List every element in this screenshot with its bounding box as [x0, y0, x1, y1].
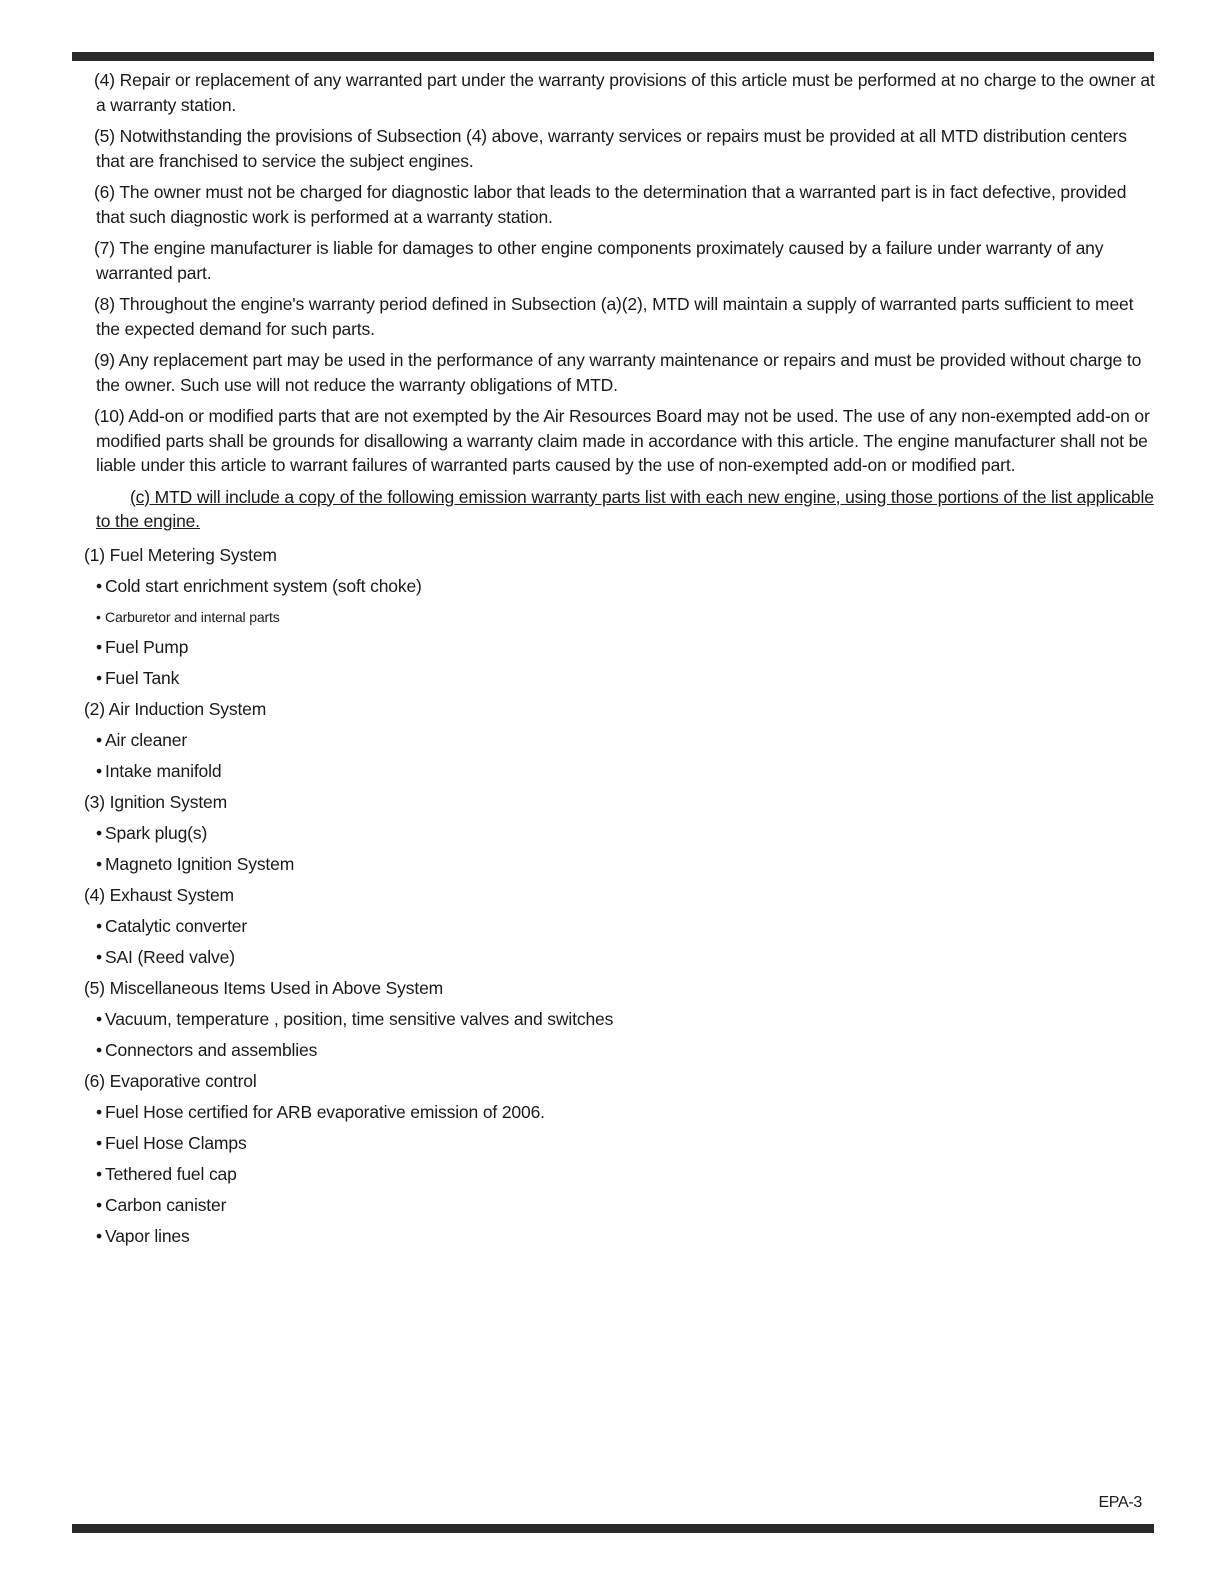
- list-item: [84, 602, 1156, 632]
- list-item-label: Vacuum, temperature , position, time sensitive valves and switches: [105, 1008, 614, 1029]
- list-item-label: Fuel Pump: [105, 636, 189, 657]
- paragraph-6: (6) The owner must not be charged for diagnostic labor that leads to the determination that a warranted part is in fact defective, provided that such diagnostic work is performed at a warranty station.: [94, 182, 1127, 227]
- bullet-icon: •: [96, 608, 101, 625]
- list-item-label: Cold start enrichment system (soft choke): [105, 575, 422, 596]
- list-item: [84, 1190, 1156, 1221]
- list-item-label: Fuel Tank: [105, 667, 180, 688]
- list-item-label: Vapor lines: [105, 1225, 190, 1246]
- bullet-icon: •: [96, 667, 102, 688]
- bullet-icon: •: [96, 915, 102, 936]
- list-item: [84, 1035, 1156, 1066]
- group-title: (3) Ignition System: [84, 791, 228, 812]
- list-item: [84, 632, 1156, 663]
- list-item: [84, 942, 1156, 973]
- bullet-icon: •: [96, 760, 102, 781]
- list-item-label: Carburetor and internal parts: [105, 608, 280, 625]
- list-item: [84, 818, 1156, 849]
- list-item: [84, 849, 1156, 880]
- paragraph-10: (10) Add-on or modified parts that are not exempted by the Air Resources Board may not be used. The use of any non-exempted add-on or modified parts shall be grounds for disallowing a warranty claim made in accordance with this article. The engine manufacturer shall not be liable under this article to warrant failures of warranted parts caused by the use of non-exempted add-on or modified part.: [94, 406, 1150, 475]
- list-item-label: Fuel Hose Clamps: [105, 1132, 247, 1153]
- bullet-icon: •: [96, 575, 102, 596]
- bullet-icon: •: [96, 946, 102, 967]
- parts-group-ignition: [84, 787, 1156, 880]
- group-title: (5) Miscellaneous Items Used in Above System: [84, 977, 444, 998]
- list-item-label: SAI (Reed valve): [105, 946, 235, 967]
- list-item-label: Spark plug(s): [105, 822, 208, 843]
- list-item-label: Fuel Hose certified for ARB evaporative emission of 2006.: [105, 1101, 545, 1122]
- list-item-label: Tethered fuel cap: [105, 1163, 237, 1184]
- bullet-icon: •: [96, 636, 102, 657]
- list-item-label: Carbon canister: [105, 1194, 227, 1215]
- list-item: [84, 725, 1156, 756]
- bullet-icon: •: [96, 1132, 102, 1153]
- parts-group-exhaust: [84, 880, 1156, 973]
- list-item: [84, 1004, 1156, 1035]
- paragraph-7: (7) The engine manufacturer is liable for damages to other engine components proximately caused by a failure under warranty of any warranted part.: [94, 238, 1104, 283]
- page-number: EPA-3: [1098, 1494, 1142, 1511]
- bullet-icon: •: [96, 822, 102, 843]
- parts-group-evaporative: [84, 1066, 1156, 1252]
- list-item: [84, 756, 1156, 787]
- paragraph-4: (4) Repair or replacement of any warranted part under the warranty provisions of this article must be performed at no charge to the owner at a warranty station.: [94, 70, 1155, 115]
- list-item-label: Air cleaner: [105, 729, 187, 750]
- list-item: [84, 911, 1156, 942]
- list-item-label: Connectors and assemblies: [105, 1039, 318, 1060]
- document-body: [84, 68, 1156, 1252]
- group-title: (6) Evaporative control: [84, 1070, 257, 1091]
- bullet-icon: •: [96, 853, 102, 874]
- bullet-icon: •: [96, 1101, 102, 1122]
- section-c-heading: (c) MTD will include a copy of the following emission warranty parts list with each new engine, using those portions of the list applicable to the engine.: [96, 486, 1154, 531]
- bullet-icon: •: [96, 1039, 102, 1060]
- parts-group-fuel-metering: [84, 540, 1156, 694]
- bullet-icon: •: [96, 1225, 102, 1246]
- bullet-icon: •: [96, 1194, 102, 1215]
- group-title: (2) Air Induction System: [84, 698, 267, 719]
- paragraph-5: (5) Notwithstanding the provisions of Subsection (4) above, warranty services or repairs must be provided at all MTD distribution centers that are franchised to service the subject engines.: [94, 126, 1127, 171]
- list-item: [84, 1128, 1156, 1159]
- group-title: (1) Fuel Metering System: [84, 544, 277, 565]
- group-title: (4) Exhaust System: [84, 884, 234, 905]
- list-item: [84, 1159, 1156, 1190]
- top-rule: [72, 52, 1154, 61]
- bullet-icon: •: [96, 729, 102, 750]
- list-item-label: Catalytic converter: [105, 915, 248, 936]
- list-item: [84, 1097, 1156, 1128]
- list-item: [84, 571, 1156, 602]
- list-item: [84, 663, 1156, 694]
- list-item-label: Magneto Ignition System: [105, 853, 295, 874]
- bullet-icon: •: [96, 1008, 102, 1029]
- list-item: [84, 1221, 1156, 1252]
- parts-group-miscellaneous: [84, 973, 1156, 1066]
- list-item-label: Intake manifold: [105, 760, 222, 781]
- bullet-icon: •: [96, 1163, 102, 1184]
- parts-group-air-induction: [84, 694, 1156, 787]
- bottom-rule: [72, 1524, 1154, 1533]
- paragraph-8: (8) Throughout the engine's warranty period defined in Subsection (a)(2), MTD will maintain a supply of warranted parts sufficient to meet the expected demand for such parts.: [94, 294, 1134, 339]
- paragraph-9: (9) Any replacement part may be used in the performance of any warranty maintenance or repairs and must be provided without charge to the owner. Such use will not reduce the warranty obligations of MTD.: [94, 350, 1142, 395]
